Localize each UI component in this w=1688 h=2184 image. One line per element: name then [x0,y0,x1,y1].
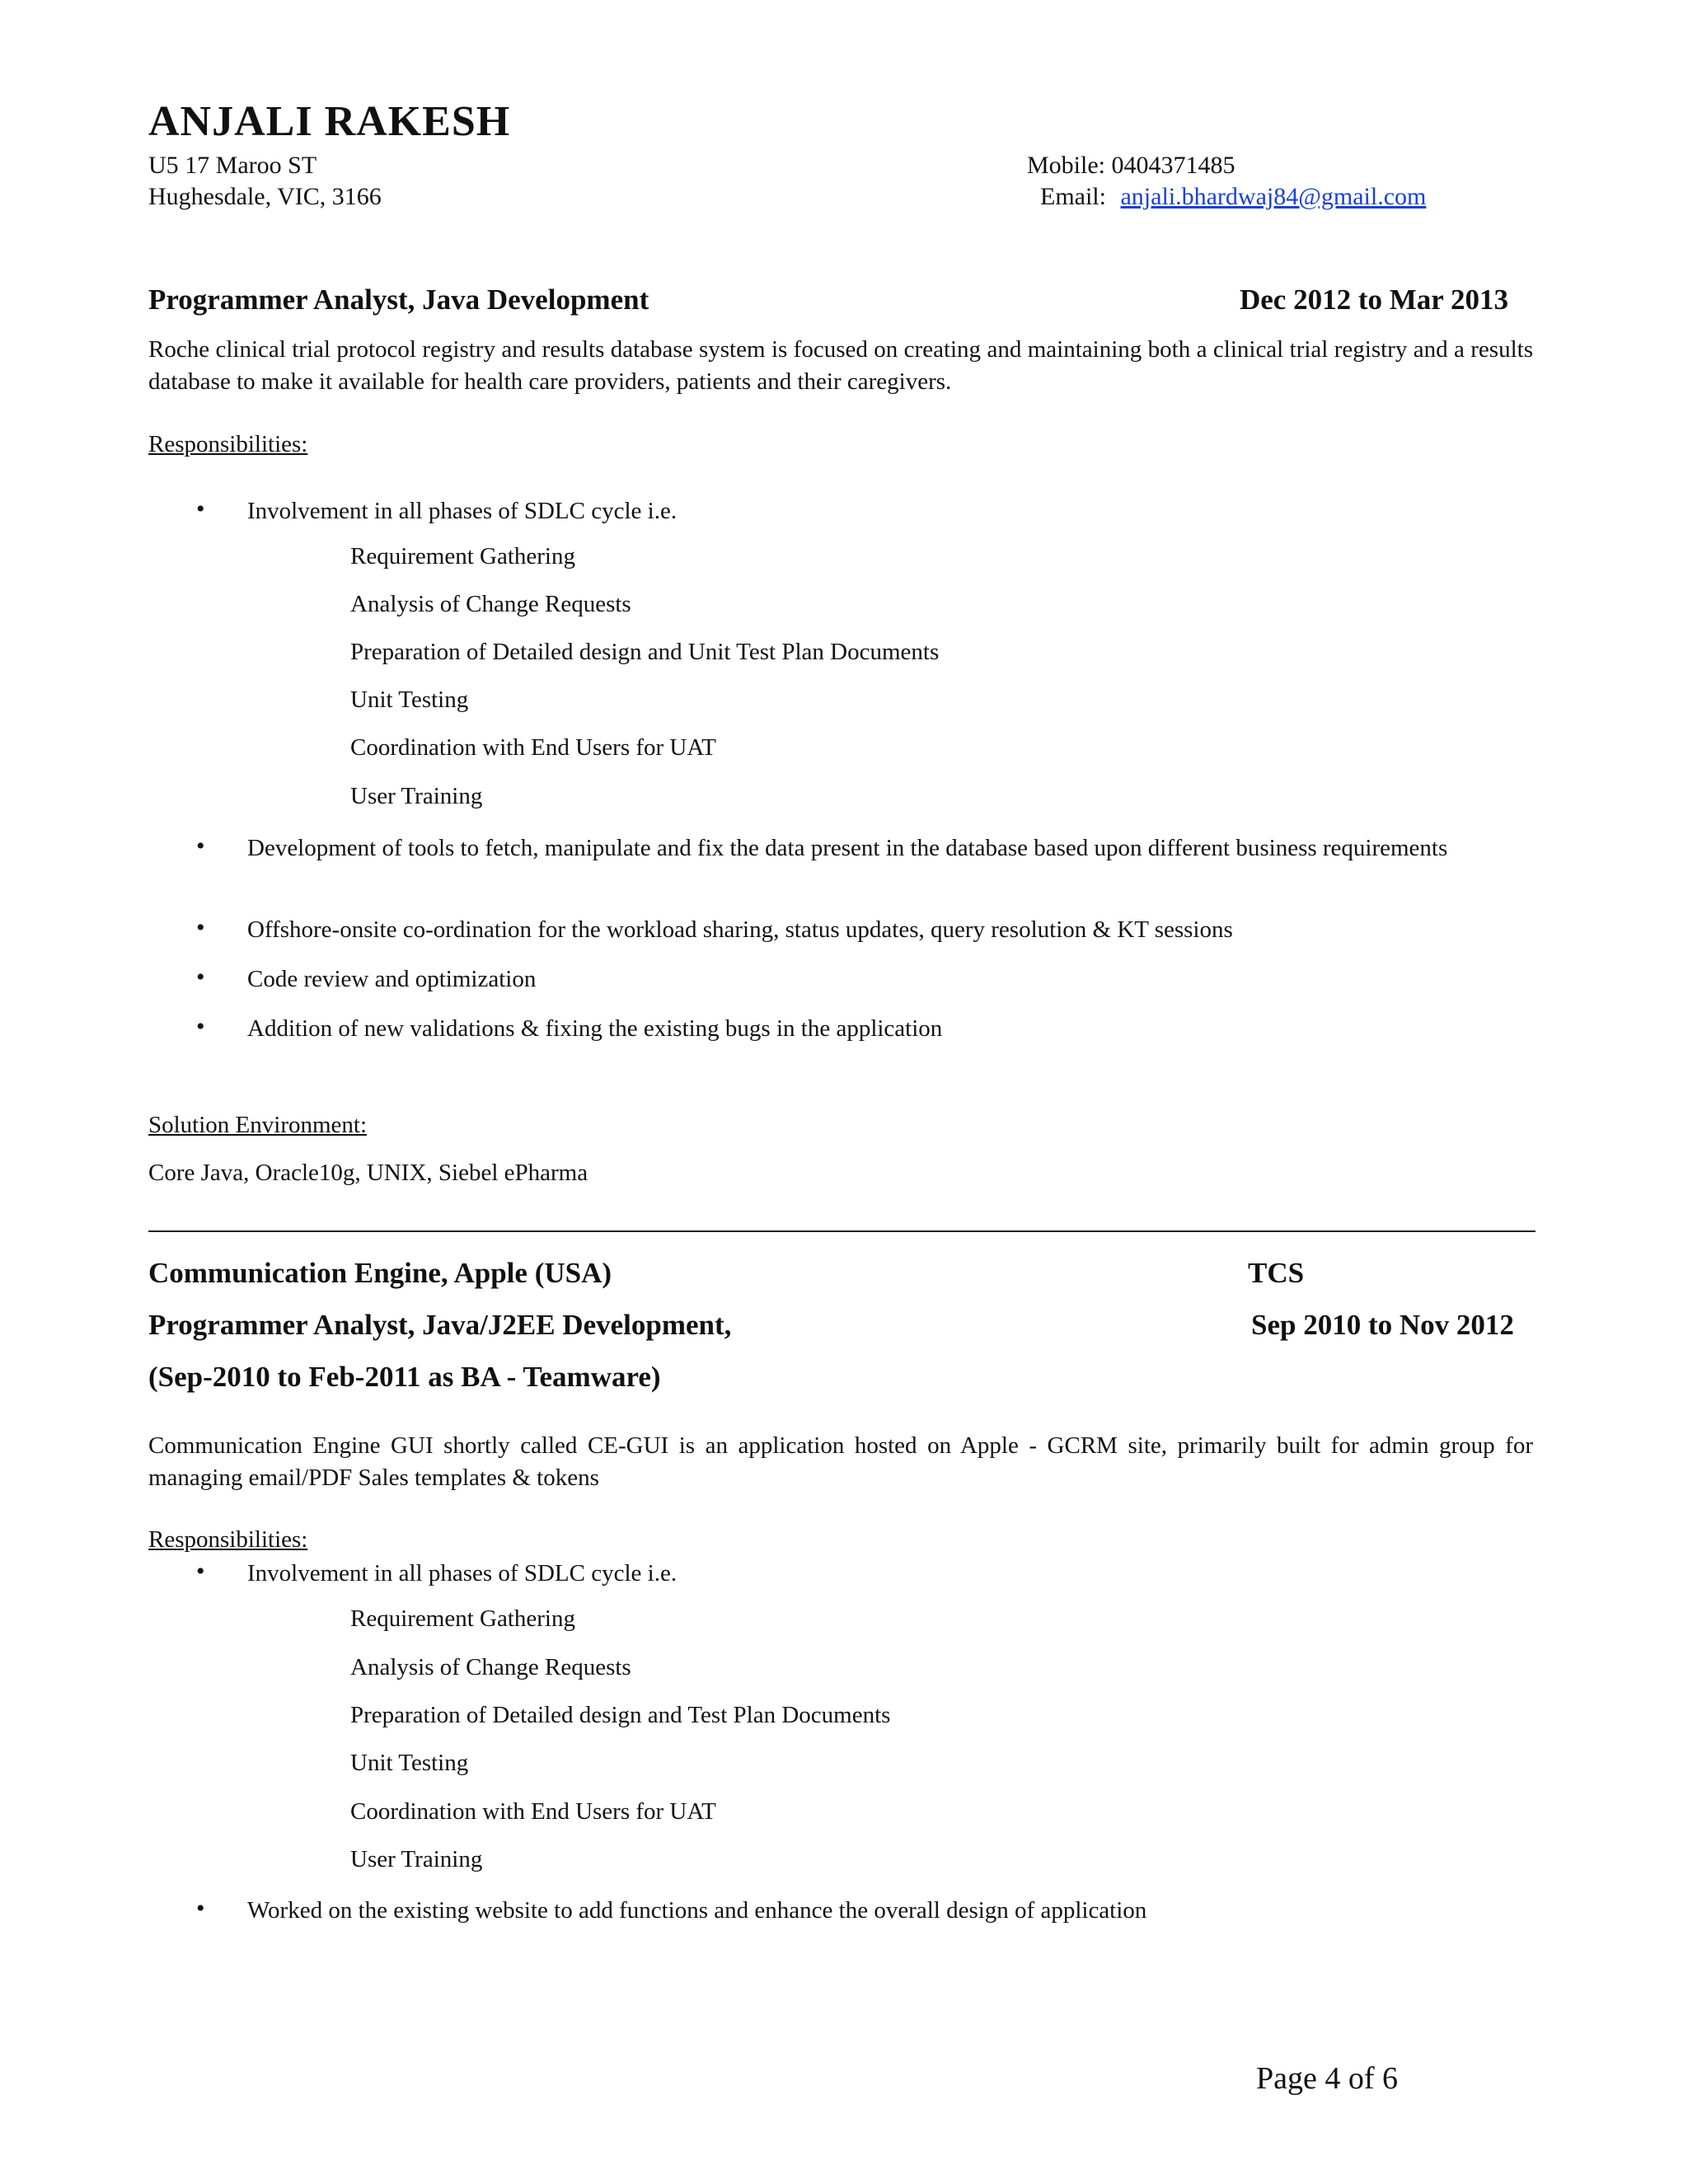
job2-phase-2: Analysis of Change Requests [350,1654,631,1680]
job2-ba-note: (Sep-2010 to Feb-2011 as BA - Teamware) [148,1361,661,1393]
email-row [1040,183,1426,211]
job1-title: Programmer Analyst, Java Development [148,284,649,316]
job1-phase-1: Requirement Gathering [350,543,575,569]
bullet-dot: • [196,1558,205,1585]
job1-environment: Core Java, Oracle10g, UNIX, Siebel ePharma [148,1160,588,1186]
job1-bullet-1: Involvement in all phases of SDLC cycle i.e. [247,498,678,524]
job2-dates: Sep 2010 to Nov 2012 [1251,1309,1514,1341]
job1-bullet-2: Development of tools to fetch, manipulate and fix the data present in the database based upon different business requirements [247,835,1448,861]
job1-responsibilities-label: Responsibilities: [148,431,308,457]
job2-title: Programmer Analyst, Java/J2EE Development, [148,1309,732,1341]
job2-responsibilities-label: Responsibilities: [148,1526,308,1553]
job2-phase-3: Preparation of Detailed design and Test Plan Documents [350,1702,891,1728]
job2-bullet-1: Involvement in all phases of SDLC cycle i.e. [247,1560,678,1586]
job1-phase-5: Coordination with End Users for UAT [350,734,716,761]
bullet-dot: • [196,1013,205,1040]
job2-phase-4: Unit Testing [350,1750,469,1776]
bullet-dot: • [196,963,205,991]
job2-company: TCS [1248,1257,1305,1289]
page-number: Page 4 of 6 [1256,2061,1399,2096]
job1-description: Roche clinical trial protocol registry and results database system is focused on creating and maintaining both a clinical trial registry and a results database to make it available for health care providers, patients and their caregivers. [148,336,1533,395]
email-link[interactable]: anjali.bhardwaj84@gmail.com [1120,183,1427,210]
job2-phase-6: User Training [350,1846,483,1872]
job2-phase-5: Coordination with End Users for UAT [350,1798,716,1825]
job1-phase-6: User Training [350,783,483,809]
job1-bullet-5: Addition of new validations & fixing the existing bugs in the application [247,1015,943,1042]
job2-phase-1: Requirement Gathering [350,1605,575,1632]
job2-project: Communication Engine, Apple (USA) [148,1257,612,1289]
mobile-number: Mobile: 0404371485 [1027,152,1236,179]
email-label: Email: [1040,183,1106,210]
job1-dates: Dec 2012 to Mar 2013 [1240,284,1508,316]
job1-phase-3: Preparation of Detailed design and Unit Test Plan Documents [350,639,940,665]
bullet-dot: • [196,495,205,523]
section-divider [148,1230,1536,1232]
bullet-dot: • [196,1895,205,1922]
job2-bullet-2: Worked on the existing website to add functions and enhance the overall design of application [247,1897,1147,1924]
job1-bullet-3: Offshore-onsite co-ordination for the workload sharing, status updates, query resolution & KT sessions [247,916,1233,943]
address-line-1: U5 17 Maroo ST [148,152,317,179]
address-line-2: Hughesdale, VIC, 3166 [148,183,382,210]
job1-phase-4: Unit Testing [350,687,469,713]
job1-phase-2: Analysis of Change Requests [350,591,631,617]
bullet-dot: • [196,832,205,860]
bullet-dot: • [196,914,205,941]
candidate-name: ANJALI RAKESH [148,98,511,145]
job1-environment-label: Solution Environment: [148,1112,368,1138]
job1-bullet-4: Code review and optimization [247,966,537,992]
job2-description: Communication Engine GUI shortly called CE-GUI is an application hosted on Apple - GCRM site, primarily built for admin group for managing email/PDF Sales templates & tokens [148,1432,1533,1491]
